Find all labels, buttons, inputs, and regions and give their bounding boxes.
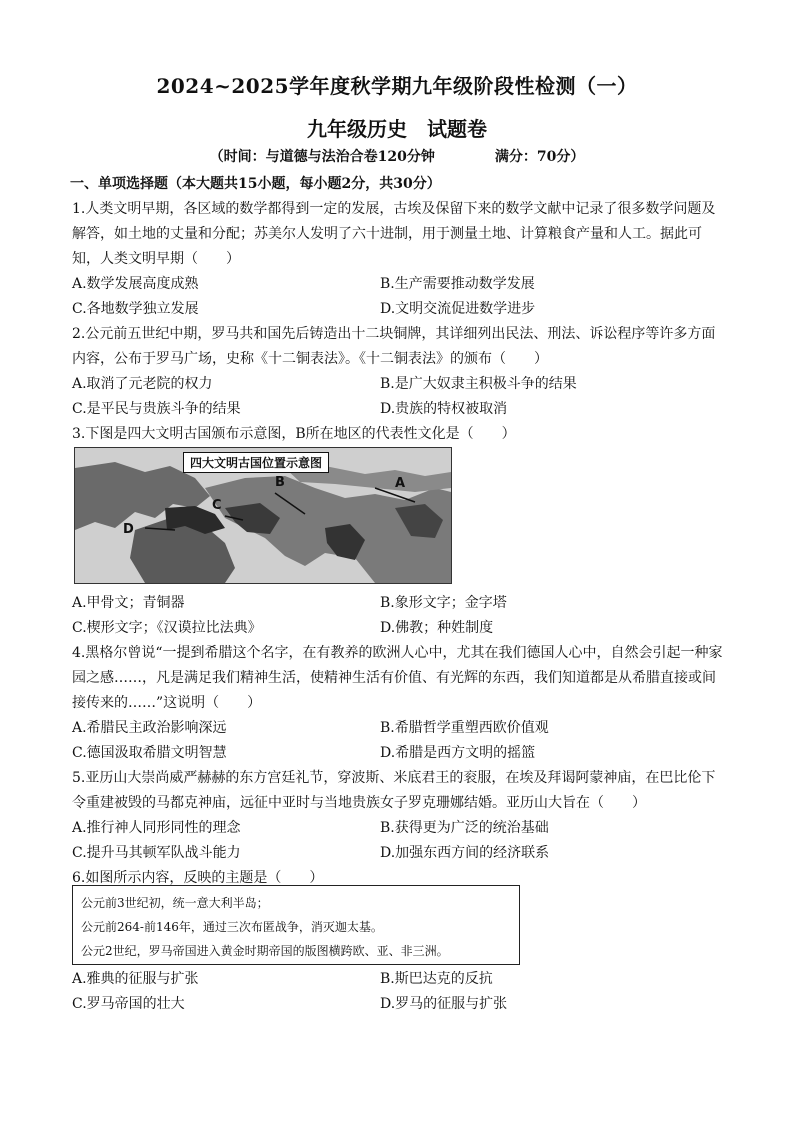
- question-2-option-a: A.取消了元老院的权力: [72, 376, 213, 392]
- map-letter-b: B: [275, 475, 285, 490]
- question-5-line-1: 5.亚历山大崇尚威严赫赫的东方宫廷礼节，穿波斯、米底君王的衮服，在埃及拜谒阿蒙神庙，在巴比伦下: [72, 770, 716, 786]
- question-5-line-2: 令重建被毁的马都克神庙，远征中亚时与当地贵族女子罗克珊娜结婚。亚历山大旨在（ ）: [72, 795, 646, 811]
- exam-subtitle: 九年级历史 试题卷: [307, 117, 487, 141]
- question-3-line-1: 3.下图是四大文明古国颁布示意图，B所在地区的代表性文化是（ ）: [72, 426, 516, 442]
- question-6-option-a: A.雅典的征服与扩张: [72, 971, 199, 987]
- map-title: 四大文明古国位置示意图: [183, 452, 329, 473]
- section-heading: 一、单项选择题（本大题共15小题，每小题2分，共30分）: [70, 176, 441, 192]
- question-3-option-c: C.楔形文字；《汉谟拉比法典》: [72, 620, 262, 636]
- question-4-line-1: 4.黑格尔曾说“一提到希腊这个名字，在有教养的欧洲人心中，尤其在我们德国人心中，自然会引起一种家: [72, 645, 723, 661]
- map-letter-d: D: [123, 522, 134, 537]
- question-3-option-b: B.象形文字；金字塔: [380, 595, 507, 611]
- question-5-option-b: B.获得更为广泛的统治基础: [380, 820, 549, 836]
- question-5-option-c: C.提升马其顿军队战斗能力: [72, 845, 241, 861]
- question-1-option-b: B.生产需要推动数学发展: [380, 276, 535, 292]
- question-5-option-d: D.加强东西方间的经济联系: [380, 845, 550, 861]
- ancient-civilizations-map: [74, 447, 452, 584]
- material-line-2: 公元前264-前146年，通过三次布匿战争，消灭迦太基。: [81, 920, 383, 934]
- exam-title: 2024~2025学年度秋学期九年级阶段性检测（一）: [156, 74, 638, 98]
- map-letter-c: C: [212, 498, 222, 513]
- question-2-option-d: D.贵族的特权被取消: [380, 401, 508, 417]
- question-6-option-c: C.罗马帝国的壮大: [72, 996, 185, 1012]
- question-4-option-d: D.希腊是西方文明的摇篮: [380, 745, 536, 761]
- exam-time: （时间：与道德与法治合卷120分钟: [209, 149, 435, 165]
- exam-score: 满分：70分）: [494, 149, 585, 165]
- question-6-option-b: B.斯巴达克的反抗: [380, 971, 493, 987]
- exam-info: [0, 146, 794, 166]
- question-4-option-a: A.希腊民主政治影响深远: [72, 720, 227, 736]
- question-1-option-d: D.文明交流促进数学进步: [380, 301, 536, 317]
- question-1-option-c: C.各地数学独立发展: [72, 301, 199, 317]
- question-6-line-1: 6.如图所示内容，反映的主题是（ ）: [72, 870, 324, 886]
- question-5-option-a: A.推行神人同形同性的理念: [72, 820, 241, 836]
- question-6-material-box: [72, 885, 520, 965]
- question-4-line-2: 园之感……，凡是满足我们精神生活，使精神生活有价值、有光辉的东西，我们知道都是从希腊直接或间: [72, 670, 716, 686]
- question-2-option-b: B.是广大奴隶主积极斗争的结果: [380, 376, 577, 392]
- question-2-line-2: 内容，公布于罗马广场，史称《十二铜表法》。《十二铜表法》的颁布（ ）: [72, 351, 548, 367]
- question-6-option-d: D.罗马的征服与扩张: [380, 996, 508, 1012]
- question-2-option-c: C.是平民与贵族斗争的结果: [72, 401, 241, 417]
- map-letter-a: A: [395, 476, 406, 491]
- material-line-1: 公元前3世纪初，统一意大利半岛；: [81, 896, 269, 910]
- question-4-option-c: C.德国汲取希腊文明智慧: [72, 745, 227, 761]
- question-1-line-3: 知，人类文明早期（ ）: [72, 251, 240, 267]
- question-1-option-a: A.数学发展高度成熟: [72, 276, 199, 292]
- question-1-line-1: 1.人类文明早期，各区域的数学都得到一定的发展，古埃及保留下来的数学文献中记录了很多数学问题及: [72, 201, 716, 217]
- question-1-line-2: 解答，如土地的丈量和分配；苏美尔人发明了六十进制，用于测量土地、计算粮食产量和人工。据此可: [72, 226, 702, 242]
- question-3-option-a: A.甲骨文；青铜器: [72, 595, 185, 611]
- question-4-line-3: 接传来的……”这说明（ ）: [72, 695, 262, 711]
- question-4-option-b: B.希腊哲学重塑西欧价值观: [380, 720, 549, 736]
- question-3-option-d: D.佛教；种姓制度: [380, 620, 494, 636]
- question-2-line-1: 2.公元前五世纪中期，罗马共和国先后铸造出十二块铜牌，其详细列出民法、刑法、诉讼程序等许多方面: [72, 326, 716, 342]
- material-line-3: 公元2世纪，罗马帝国进入黄金时期帝国的版图横跨欧、亚、非三洲。: [81, 944, 449, 958]
